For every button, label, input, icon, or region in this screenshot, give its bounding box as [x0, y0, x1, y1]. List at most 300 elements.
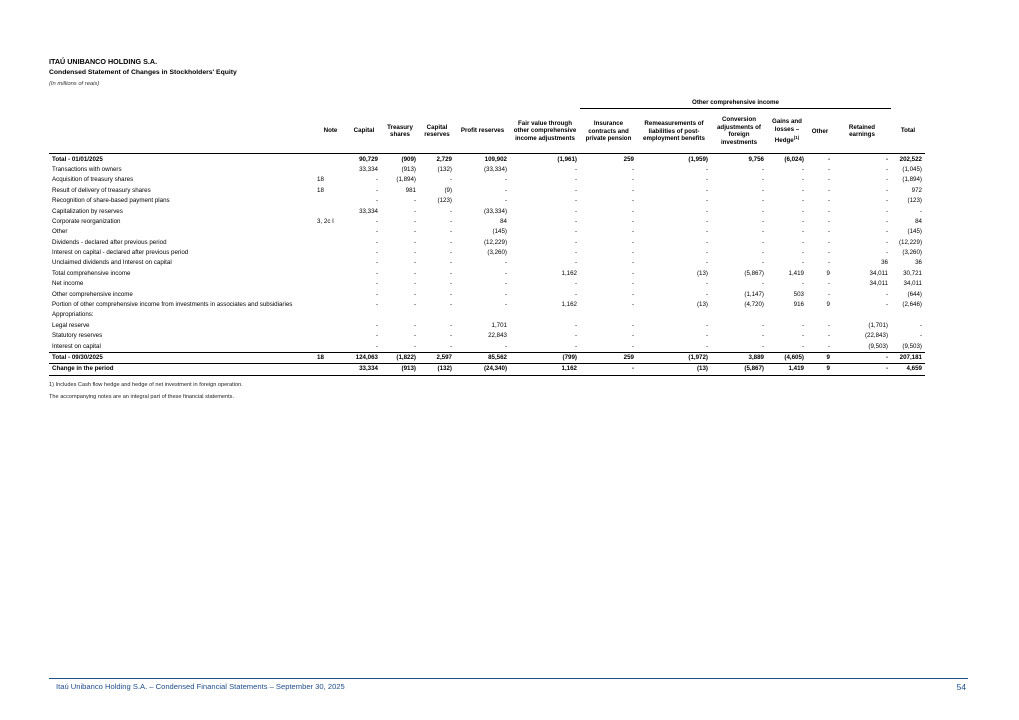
cell-value: (33,334) [483, 165, 507, 173]
cell-value: (1,822) [381, 352, 419, 363]
footnote-1: 1) Includes Cash flow hedge and hedge of net investment in foreign operation. [49, 382, 243, 388]
cell-value [455, 310, 510, 320]
col-note: Note [314, 109, 347, 154]
table-row [49, 279, 968, 289]
footer-divider [49, 678, 968, 679]
table-row [49, 300, 968, 310]
table-row [49, 217, 968, 227]
row-label: Unclaimed dividends and Interest on capital [52, 259, 172, 267]
cell-value: - [631, 269, 634, 277]
cell-value: - [631, 217, 634, 225]
cell-value: - [705, 228, 708, 236]
cell-value: 34,011 [903, 280, 922, 288]
cell-value: - [375, 301, 378, 309]
cell-value: - [449, 207, 452, 215]
cell-value: - [827, 228, 830, 236]
cell-value: - [801, 217, 804, 225]
cell-value: - [827, 290, 830, 298]
cell-value: - [761, 321, 764, 329]
cell-value: - [705, 259, 708, 267]
cell-value: (145) [492, 228, 507, 236]
table-row [49, 154, 968, 165]
cell-value: 9 [807, 364, 833, 375]
cell-value: 85,562 [455, 352, 510, 363]
cell-value: (4,605) [767, 352, 807, 363]
cell-value: - [761, 228, 764, 236]
cell-value: - [705, 332, 708, 340]
row-note [314, 341, 347, 352]
table-body [49, 154, 968, 375]
cell-value: - [631, 249, 634, 257]
cell-value: - [761, 259, 764, 267]
cell-value: - [375, 197, 378, 205]
cell-value: - [504, 269, 507, 277]
cell-value: - [631, 301, 634, 309]
cell-value: - [801, 176, 804, 184]
cell-value: - [827, 238, 830, 246]
col-other: Other [807, 109, 833, 154]
row-note [314, 258, 347, 268]
cell-value: - [580, 364, 637, 375]
cell-value: - [705, 290, 708, 298]
cell-value: - [827, 165, 830, 173]
cell-value: (5,867) [711, 364, 767, 375]
cell-value: - [504, 290, 507, 298]
cell-value: - [375, 280, 378, 288]
cell-value: (5,867) [744, 269, 764, 277]
cell-value: - [631, 228, 634, 236]
table-row [49, 364, 968, 375]
cell-value: - [375, 249, 378, 257]
cell-value: - [413, 290, 416, 298]
cell-value: (1,959) [637, 154, 711, 165]
cell-value: - [761, 165, 764, 173]
cell-value: 22,843 [488, 332, 507, 340]
cell-value: - [574, 249, 577, 257]
row-note [314, 279, 347, 289]
cell-value: 1,701 [491, 321, 507, 329]
cell-value: - [413, 342, 416, 350]
cell-value: (145) [907, 228, 922, 236]
col-remeasurements: Remeasurements of liabilities of post-employment benefits [637, 109, 711, 154]
row-label: Corporate reorganization [52, 217, 121, 225]
cell-value: - [375, 259, 378, 267]
cell-value: - [413, 197, 416, 205]
oci-group-row [49, 98, 968, 109]
cell-value: - [801, 342, 804, 350]
cell-value: 2,597 [419, 352, 455, 363]
cell-value: - [761, 217, 764, 225]
cell-value: - [919, 332, 922, 340]
row-note [314, 289, 347, 299]
cell-value: 33,334 [359, 165, 378, 173]
cell-value: - [574, 332, 577, 340]
cell-value: - [761, 249, 764, 257]
cell-value: - [827, 186, 830, 194]
cell-value: - [375, 321, 378, 329]
col-gains-losses [767, 109, 807, 154]
row-note [314, 248, 347, 258]
cell-value: - [885, 197, 888, 205]
col-capital-reserves: Capital reserves [419, 109, 455, 154]
company-name: ITAÚ UNIBANCO HOLDING S.A. [49, 57, 158, 66]
cell-value: - [885, 301, 888, 309]
row-note [314, 154, 347, 165]
cell-value: - [504, 186, 507, 194]
cell-value: - [574, 207, 577, 215]
row-label: Portion of other comprehensive income from investments in associates and subsidiaries [52, 301, 293, 309]
table-row [49, 331, 968, 341]
cell-value: (123) [907, 197, 922, 205]
cell-value: 109,902 [455, 154, 510, 165]
row-note: 18 [314, 352, 347, 363]
cell-value: - [504, 176, 507, 184]
row-label: Interest on capital [52, 342, 101, 350]
cell-value: - [705, 238, 708, 246]
cell-value: (3,260) [487, 249, 507, 257]
cell-value: - [801, 207, 804, 215]
cell-value: - [449, 301, 452, 309]
cell-value: (6,024) [767, 154, 807, 165]
col-total: Total [891, 109, 925, 154]
cell-value: - [801, 280, 804, 288]
row-note [314, 206, 347, 216]
row-note: 18 [317, 176, 324, 184]
cell-value [833, 310, 891, 320]
row-note [314, 165, 347, 175]
row-label: Acquisition of treasury shares [52, 176, 134, 184]
column-header-row [49, 109, 968, 154]
row-label: Result of delivery of treasury shares [52, 186, 151, 194]
cell-value: - [574, 238, 577, 246]
cell-value: - [449, 228, 452, 236]
cell-value: - [801, 165, 804, 173]
table-row [49, 352, 968, 363]
cell-value: - [631, 207, 634, 215]
cell-value: (1,961) [510, 154, 580, 165]
cell-value: - [833, 154, 891, 165]
cell-value [637, 310, 711, 320]
cell-value: - [801, 228, 804, 236]
cell-value: - [449, 269, 452, 277]
cell-value: - [449, 249, 452, 257]
col-treasury: Treasury shares [381, 109, 419, 154]
cell-value: (33,334) [483, 207, 507, 215]
cell-value: 84 [915, 217, 922, 225]
cell-value: (1,701) [868, 321, 888, 329]
row-label: Transactions with owners [52, 165, 122, 173]
cell-value: - [885, 290, 888, 298]
cell-value: - [631, 342, 634, 350]
cell-value: - [705, 342, 708, 350]
cell-value: (12,229) [483, 238, 507, 246]
row-note [314, 227, 347, 237]
equity-changes-table [49, 98, 968, 376]
cell-value: - [574, 186, 577, 194]
cell-value: - [761, 238, 764, 246]
cell-value: - [631, 290, 634, 298]
table-row [49, 248, 968, 258]
cell-value: 1,162 [561, 301, 577, 309]
cell-value: - [827, 280, 830, 288]
cell-value: - [761, 342, 764, 350]
cell-value: 259 [580, 352, 637, 363]
cell-value: 4,659 [891, 364, 925, 375]
row-note [314, 238, 347, 248]
cell-value: (1,147) [744, 290, 764, 298]
cell-value: (132) [437, 165, 452, 173]
cell-value: - [413, 207, 416, 215]
cell-value: - [375, 290, 378, 298]
cell-value: - [705, 249, 708, 257]
row-label: Other comprehensive income [52, 290, 133, 298]
cell-value: - [413, 249, 416, 257]
cell-value: (644) [907, 290, 922, 298]
table-row [49, 258, 968, 268]
cell-value: - [574, 228, 577, 236]
cell-value: (9,503) [902, 342, 922, 350]
row-label: Dividends - declared after previous period [52, 238, 167, 246]
cell-value: 84 [500, 217, 507, 225]
cell-value: (22,843) [864, 332, 888, 340]
cell-value: - [827, 207, 830, 215]
cell-value: - [449, 321, 452, 329]
cell-value: - [449, 217, 452, 225]
row-note: 3, 2c I [317, 217, 334, 225]
cell-value: (1,894) [396, 176, 416, 184]
table-row [49, 196, 968, 206]
cell-value: - [919, 321, 922, 329]
cell-value: - [449, 238, 452, 246]
row-label: Capitalization by reserves [52, 207, 123, 215]
cell-value: (799) [510, 352, 580, 363]
col-retained: Retained earnings [833, 109, 891, 154]
cell-value: 9 [807, 352, 833, 363]
cell-value: - [761, 280, 764, 288]
row-label: Interest on capital - declared after previous period [52, 249, 189, 257]
cell-value: - [885, 165, 888, 173]
row-note: 18 [317, 186, 324, 194]
cell-value: - [574, 197, 577, 205]
row-note [314, 364, 347, 375]
cell-value [381, 310, 419, 320]
cell-value [807, 310, 833, 320]
row-label: Appropriations: [52, 311, 94, 319]
row-label: Total - 09/30/2025 [49, 352, 314, 363]
cell-value: - [885, 217, 888, 225]
cell-value: - [885, 176, 888, 184]
cell-value: (3,260) [902, 249, 922, 257]
cell-value: - [801, 249, 804, 257]
oci-group-header: Other comprehensive income [580, 98, 891, 109]
table-row [49, 206, 968, 216]
cell-value: - [885, 186, 888, 194]
cell-value: - [375, 186, 378, 194]
cell-value: - [574, 321, 577, 329]
table-row [49, 269, 968, 279]
cell-value: 202,522 [891, 154, 925, 165]
units-note: (In millions of reais) [49, 81, 100, 87]
cell-value: - [885, 238, 888, 246]
cell-value [419, 310, 455, 320]
cell-value: - [827, 249, 830, 257]
cell-value: - [919, 207, 922, 215]
cell-value: - [705, 176, 708, 184]
cell-value: - [631, 238, 634, 246]
cell-value: - [449, 259, 452, 267]
cell-value: 981 [405, 186, 416, 194]
cell-value: (4,720) [744, 301, 764, 309]
cell-value: - [574, 280, 577, 288]
row-label: Total - 01/01/2025 [49, 154, 314, 165]
cell-value: - [375, 217, 378, 225]
col-profit-reserves: Profit reserves [455, 109, 510, 154]
cell-value: - [574, 176, 577, 184]
table-row [49, 238, 968, 248]
cell-value: (909) [381, 154, 419, 165]
row-label: Total comprehensive income [52, 269, 131, 277]
row-label: Recognition of share-based payment plans [52, 197, 170, 205]
cell-value: - [833, 352, 891, 363]
cell-value: - [761, 197, 764, 205]
cell-value: 30,721 [903, 269, 922, 277]
footnote-marker: (1) [793, 134, 800, 140]
cell-value: - [801, 321, 804, 329]
cell-value: - [413, 228, 416, 236]
cell-value: - [631, 321, 634, 329]
cell-value: - [413, 301, 416, 309]
statement-title: Condensed Statement of Changes in Stockholders' Equity [49, 69, 237, 76]
cell-value: - [827, 321, 830, 329]
cell-value: - [413, 280, 416, 288]
cell-value: - [413, 321, 416, 329]
cell-value: (1,894) [902, 176, 922, 184]
cell-value: - [504, 280, 507, 288]
cell-value: 34,011 [869, 280, 888, 288]
row-label: Net income [52, 280, 84, 288]
cell-value: - [761, 186, 764, 194]
cell-value: 90,729 [347, 154, 381, 165]
cell-value: - [375, 342, 378, 350]
cell-value: - [504, 259, 507, 267]
cell-value: (2,646) [902, 301, 922, 309]
cell-value: - [413, 238, 416, 246]
cell-value: - [827, 342, 830, 350]
cell-value: - [827, 332, 830, 340]
cell-value: 1,162 [561, 269, 577, 277]
row-note [314, 269, 347, 279]
cell-value: 36 [881, 259, 888, 267]
cell-value: 972 [911, 186, 922, 194]
cell-value: - [885, 207, 888, 215]
col-insurance: Insurance contracts and private pension [580, 109, 637, 154]
row-note [314, 300, 347, 310]
cell-value: (9) [444, 186, 452, 194]
row-note [314, 310, 347, 320]
cell-value: - [413, 217, 416, 225]
cell-value: 9 [826, 301, 830, 309]
cell-value: - [827, 197, 830, 205]
row-label: Legal reserve [52, 321, 90, 329]
cell-value: 9 [826, 269, 830, 277]
cell-value: - [631, 280, 634, 288]
cell-value [711, 310, 767, 320]
col-conversion: Conversion adjustments of foreign investments [711, 109, 767, 154]
cell-value: - [705, 280, 708, 288]
cell-value: 36 [915, 259, 922, 267]
cell-value: 33,334 [347, 364, 381, 375]
cell-value: - [833, 364, 891, 375]
table-row [49, 341, 968, 352]
cell-value: - [631, 186, 634, 194]
cell-value: - [449, 332, 452, 340]
cell-value: (913) [381, 364, 419, 375]
cell-value: - [449, 342, 452, 350]
cell-value: 2,729 [419, 154, 455, 165]
cell-value: - [574, 259, 577, 267]
cell-value: 1,419 [788, 269, 804, 277]
row-label: Change in the period [49, 364, 314, 375]
cell-value: - [761, 176, 764, 184]
cell-value: - [574, 342, 577, 350]
table-row [49, 175, 968, 185]
cell-value: 916 [793, 301, 804, 309]
cell-value: - [827, 259, 830, 267]
footnote-2: The accompanying notes are an integral part of these financial statements. [49, 394, 235, 400]
cell-value: - [574, 217, 577, 225]
cell-value: - [885, 228, 888, 236]
cell-value: - [827, 176, 830, 184]
cell-value: 124,063 [347, 352, 381, 363]
cell-value: - [801, 197, 804, 205]
cell-value: - [885, 249, 888, 257]
table-row [49, 186, 968, 196]
cell-value: - [631, 176, 634, 184]
cell-value: 207,181 [891, 352, 925, 363]
cell-value [347, 310, 381, 320]
table-row [49, 227, 968, 237]
cell-value: (9,503) [868, 342, 888, 350]
cell-value [891, 310, 925, 320]
cell-value: (1,045) [902, 165, 922, 173]
cell-value: 259 [580, 154, 637, 165]
cell-value: - [705, 165, 708, 173]
cell-value: (13) [696, 269, 708, 277]
cell-value: - [375, 228, 378, 236]
row-note [314, 331, 347, 341]
row-label: Statutory reserves [52, 332, 103, 340]
cell-value: (913) [401, 165, 416, 173]
table-row [49, 165, 968, 175]
cell-value: - [705, 186, 708, 194]
cell-value: - [413, 332, 416, 340]
table-row [49, 310, 968, 320]
cell-value [510, 310, 580, 320]
cell-value: 1,419 [767, 364, 807, 375]
cell-value: - [801, 259, 804, 267]
cell-value: (132) [419, 364, 455, 375]
col-gains-losses-label: Gains and losses – Hedge [772, 118, 802, 144]
col-capital: Capital [347, 109, 381, 154]
cell-value: - [504, 197, 507, 205]
cell-value: - [375, 332, 378, 340]
footer-text: Itaú Unibanco Holding S.A. – Condensed Financial Statements – September 30, 2025 [56, 682, 345, 691]
page-number: 54 [956, 682, 966, 692]
cell-value: 3,889 [711, 352, 767, 363]
cell-value: (1,972) [637, 352, 711, 363]
cell-value: - [705, 217, 708, 225]
cell-value: 9,756 [711, 154, 767, 165]
